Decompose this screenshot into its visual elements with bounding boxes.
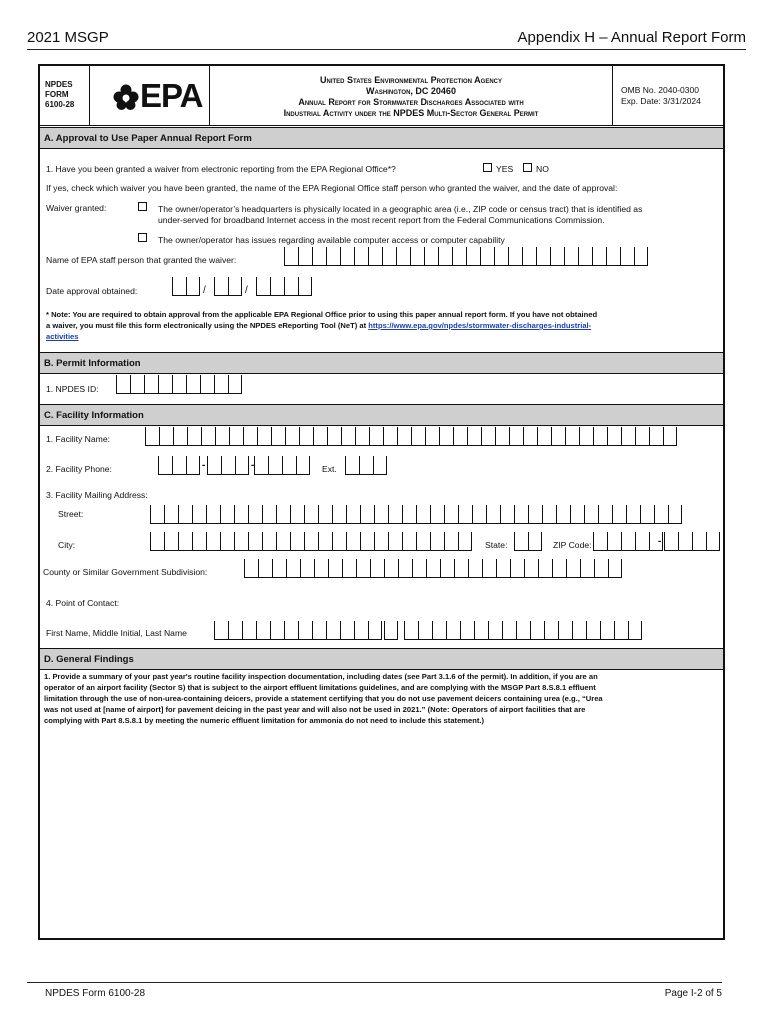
phone-prefix[interactable] [207,457,249,475]
phone-line[interactable] [254,457,310,475]
findings-instruction-4: was not used at [name of airport] for pavement deicing in the past year and will also not be used in 2021.” (Note: Operators of airport facilities that are [44,705,586,714]
form-header [40,66,723,126]
waiver-instructions: If yes, check which waiver you have been granted, the name of the EPA Regional Office staff person who granted the waiver, and the date of approval: [46,183,618,193]
zip-dash: - [658,536,662,547]
note-line1: * Note: You are required to obtain approval from the applicable EPA Regional Office prior to using this paper annual report form. If you have not obtained [46,310,598,319]
section-a-title: A. Approval to Use Paper Annual Report Form [40,127,723,149]
page-header-left: 2021 MSGP [27,29,109,46]
street-label: Street: [58,509,84,519]
mailing-address-label: 3. Facility Mailing Address: [46,490,148,500]
section-d-title: D. General Findings [40,648,723,670]
net-link-continued[interactable]: activities [46,332,79,341]
npdes-id-field[interactable] [116,376,242,394]
footer-rule [27,982,722,983]
facility-name-label: 1. Facility Name: [46,434,110,444]
form-id: NPDES FORM 6100-28 [40,66,90,126]
date-slash-1: / [203,285,206,296]
waiver-broadband-checkbox[interactable] [138,202,147,211]
approval-date-month[interactable] [172,278,200,296]
zip-field[interactable] [593,533,663,551]
waiver-yes-checkbox[interactable] [483,163,492,172]
facility-name-field[interactable] [145,428,677,446]
npdes-id-label: 1. NPDES ID: [46,384,99,394]
phone-dash-1: - [202,460,206,471]
state-field[interactable] [514,533,542,551]
phone-area-code[interactable] [158,457,200,475]
waiver-no-label: NO [536,164,549,174]
waiver-question: 1. Have you been granted a waiver from electronic reporting from the EPA Regional Office*? [46,164,396,174]
phone-ext-label: Ext. [322,464,337,474]
facility-phone-label: 2. Facility Phone: [46,464,112,474]
section-c-title: C. Facility Information [40,404,723,426]
header-rule [27,49,746,50]
section-b-title: B. Permit Information [40,352,723,374]
city-label: City: [58,540,76,550]
waiver-computer-label: The owner/operator has issues regarding available computer access or computer capability [158,235,505,245]
state-label: State: [485,540,508,550]
omb-info: OMB No. 2040-0300 Exp. Date: 3/31/2024 [621,85,701,106]
zip-label: ZIP Code: [553,540,592,550]
contact-middle-initial-field[interactable] [384,622,398,640]
waiver-computer-checkbox[interactable] [138,233,147,242]
footer-form-id: NPDES Form 6100-28 [45,988,146,999]
findings-instruction-5: complying with Part 8.S.8.1 by meeting the numeric effluent limitation for ammonia do not need to include this statement.) [44,716,485,725]
findings-instruction-1: 1. Provide a summary of your past year's routine facility inspection documentation, including dates (see Part 3.1.6 of the permit). In addition, if you are an [44,672,598,681]
approval-date-day[interactable] [214,278,242,296]
county-field[interactable] [244,560,622,578]
staff-name-field[interactable] [284,248,648,266]
contact-last-name-field[interactable] [404,622,642,640]
page-header-right: Appendix H – Annual Report Form [517,29,746,46]
contact-name-label: First Name, Middle Initial, Last Name [46,628,187,638]
contact-first-name-field[interactable] [214,622,382,640]
city-field[interactable] [150,533,472,551]
note-line3 [46,331,79,342]
point-of-contact-label: 4. Point of Contact: [46,598,120,608]
waiver-yes-label: YES [496,164,514,174]
waiver-broadband-line2: under-served for broadband Internet access in the most recent report from the Federal Communications Commission. [158,215,605,225]
waiver-granted-label: Waiver granted: [46,203,107,213]
form-title: United States Environmental Protection Agency Washington, DC 20460 Annual Report for Stormwater Discharges Associated with Industrial Activity under the NPDES Multi-Sector General Permit [210,66,613,126]
epa-logo-text: EPA [140,77,203,114]
findings-instruction-2: operator of an airport facility (Sector S) that is subject to the airport effluent limitations guidelines, and are complying with the MSGP Part 8.S.8.1 effluent [44,683,596,692]
approval-date-label: Date approval obtained: [46,286,138,296]
phone-dash-2: - [251,460,255,471]
waiver-no-checkbox[interactable] [523,163,532,172]
annual-report-form [38,64,725,940]
phone-ext-field[interactable] [345,457,387,475]
findings-text-area[interactable] [40,731,723,936]
findings-instruction-3: limitation through the use of non-urea-containing deicers, provide a statement certifying that you do not use pavement deicers containing urea (e.g., “Urea [44,694,603,703]
approval-date-year[interactable] [256,278,312,296]
net-link[interactable]: https://www.epa.gov/npdes/stormwater-discharges-industrial- [368,321,592,330]
zip-ext-field[interactable] [664,533,720,551]
epa-logo [90,66,210,126]
county-label: County or Similar Government Subdivision: [43,567,208,577]
street-field[interactable] [150,506,682,524]
waiver-broadband-line1: The owner/operator’s headquarters is physically located in a geographic area (i.e., ZIP code or census tract) that is identified as [158,204,643,214]
staff-name-label: Name of EPA staff person that granted the waiver: [46,255,237,265]
footer-page-number: Page I-2 of 5 [664,988,722,999]
date-slash-2: / [245,285,248,296]
note-line2: a waiver, you must file this form electronically using the NPDES eReporting Tool (NeT) at https://www.epa.gov/npdes/stormwater-discharges-industrial- [46,321,592,330]
